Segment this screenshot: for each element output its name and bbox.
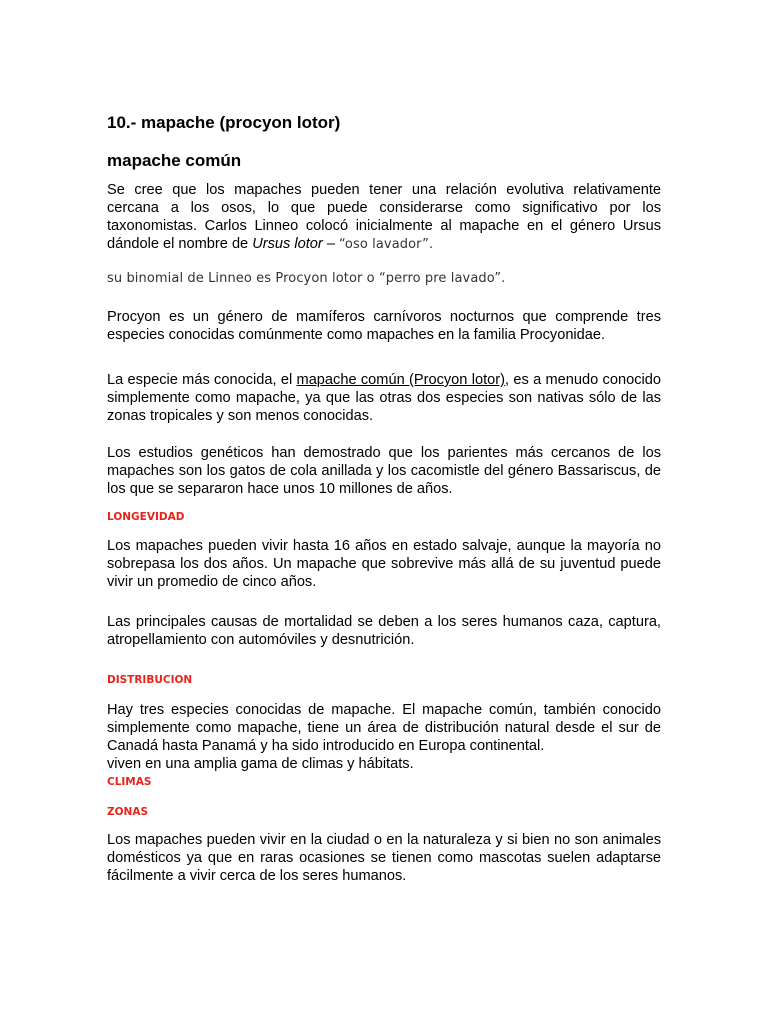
paragraph-procyon: Procyon es un género de mamíferos carnívoros nocturnos que comprende tres especies conocidas comúnmente como mapaches en la familia Procyonidae. [107, 309, 661, 343]
ursus-lotor-italic: Ursus lotor [252, 236, 323, 252]
section-heading-climas: CLIMAS [107, 776, 152, 788]
paragraph-mortalidad: Las principales causas de mortalidad se deben a los seres humanos caza, captura, atropellamiento con automóviles y desnutrición. [107, 614, 661, 648]
oso-lavador-quote: “oso lavador”. [339, 237, 434, 252]
paragraph-climas: viven en una amplia gama de climas y hábitats. [107, 756, 414, 772]
document-title: 10.- mapache (procyon lotor) [107, 113, 341, 132]
paragraph-ursus-text: Se cree que los mapaches pueden tener una relación evolutiva relativamente cercana a los osos, lo que puede considerarse como significativo por los taxonomistas. Carlos Linneo colocó inicialmente al mapache en el género Ursus dándole el nombre de [107, 182, 661, 252]
section-heading-zonas: ZONAS [107, 806, 149, 818]
paragraph-ursus [107, 181, 661, 254]
paragraph-especie [107, 371, 661, 425]
paragraph-especie-after: , es a menudo conocido simplemente como mapache, ya que las otras dos especies son nativas sólo de las zonas tropicales y son menos conocidas. [107, 372, 661, 424]
paragraph-zonas: Los mapaches pueden vivir en la ciudad o en la naturaleza y si bien no son animales domésticos ya que en raras ocasiones se tienen como mascotas suelen adaptarse fácilmente a vivir cerca de los seres humanos. [107, 832, 661, 884]
mapache-comun-link[interactable]: mapache común (Procyon lotor) [296, 372, 505, 388]
document-subtitle: mapache común [107, 151, 242, 170]
section-heading-distribucion: DISTRIBUCION [107, 674, 193, 686]
paragraph-distribucion: Hay tres especies conocidas de mapache. El mapache común, también conocido simplemente como mapache, tiene un área de distribución natural desde el sur de Canadá hasta Panamá y ha sido introducido en Europa continental. [107, 702, 661, 754]
dash: – [322, 236, 340, 252]
section-heading-longevidad: LONGEVIDAD [107, 511, 185, 523]
paragraph-geneticos: Los estudios genéticos han demostrado que los parientes más cercanos de los mapaches son los gatos de cola anillada y los cacomistle del género Bassariscus, de los que se separaron hace unos 10 millones de años. [107, 445, 661, 497]
paragraph-longevidad: Los mapaches pueden vivir hasta 16 años en estado salvaje, aunque la mayoría no sobrepasa los dos años. Un mapache que sobrevive más allá de su juventud puede vivir un promedio de cinco años. [107, 538, 661, 590]
paragraph-especie-before: La especie más conocida, el [107, 372, 297, 388]
paragraph-binomial: su binomial de Linneo es Procyon lotor o “perro pre lavado”. [107, 271, 506, 286]
